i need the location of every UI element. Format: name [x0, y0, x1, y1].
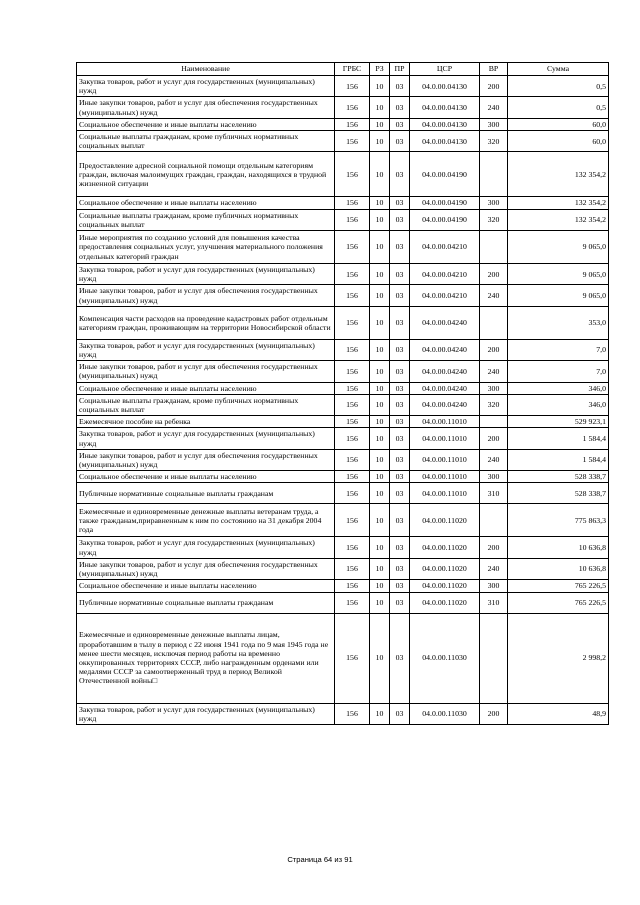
cell-rz: 10	[370, 580, 390, 592]
cell-name: Иные мероприятия по созданию условий для повышения качества предоставления социальных услуг, улучшения материального положения отдельных категорий граждан	[77, 231, 335, 264]
cell-rz: 10	[370, 382, 390, 394]
cell-rz: 10	[370, 483, 390, 504]
cell-name: Закупка товаров, работ и услуг для государственных (муниципальных) нужд	[77, 339, 335, 360]
cell-name: Социальное обеспечение и иные выплаты населению	[77, 197, 335, 209]
cell-csr: 04.0.00.04210	[410, 231, 480, 264]
cell-sum: 10 636,8	[508, 558, 609, 579]
cell-csr: 04.0.00.11020	[410, 592, 480, 613]
cell-sum: 132 354,2	[508, 209, 609, 230]
cell-name: Закупка товаров, работ и услуг для государственных (муниципальных) нужд	[77, 703, 335, 724]
cell-grbs: 156	[335, 471, 370, 483]
cell-vr: 240	[480, 449, 508, 470]
cell-sum: 132 354,2	[508, 152, 609, 197]
cell-pr: 03	[390, 197, 410, 209]
cell-rz: 10	[370, 361, 390, 382]
cell-pr: 03	[390, 209, 410, 230]
cell-rz: 10	[370, 449, 390, 470]
cell-sum: 765 226,5	[508, 580, 609, 592]
cell-sum: 0,5	[508, 76, 609, 97]
cell-rz: 10	[370, 152, 390, 197]
table-row	[77, 339, 609, 360]
table-row	[77, 118, 609, 130]
cell-vr: 240	[480, 361, 508, 382]
cell-name: Публичные нормативные социальные выплаты гражданам	[77, 483, 335, 504]
cell-vr	[480, 231, 508, 264]
header-pr: ПР	[390, 63, 410, 76]
cell-vr: 310	[480, 592, 508, 613]
cell-name: Социальные выплаты гражданам, кроме публичных нормативных социальных выплат	[77, 209, 335, 230]
cell-sum: 528 338,7	[508, 483, 609, 504]
cell-sum: 775 863,3	[508, 504, 609, 537]
cell-sum: 9 065,0	[508, 264, 609, 285]
cell-sum: 9 065,0	[508, 231, 609, 264]
cell-pr: 03	[390, 152, 410, 197]
table-row	[77, 449, 609, 470]
cell-grbs: 156	[335, 416, 370, 428]
cell-pr: 03	[390, 428, 410, 449]
cell-vr: 320	[480, 131, 508, 152]
page-number: Страница 64 из 91	[287, 855, 353, 864]
cell-pr: 03	[390, 558, 410, 579]
cell-grbs: 156	[335, 209, 370, 230]
cell-pr: 03	[390, 483, 410, 504]
cell-name: Иные закупки товаров, работ и услуг для обеспечения государственных (муниципальных) нужд	[77, 558, 335, 579]
cell-csr: 04.0.00.11020	[410, 580, 480, 592]
cell-name: Закупка товаров, работ и услуг для государственных (муниципальных) нужд	[77, 264, 335, 285]
cell-pr: 03	[390, 382, 410, 394]
cell-name: Иные закупки товаров, работ и услуг для обеспечения государственных (муниципальных) нужд	[77, 97, 335, 118]
cell-csr: 04.0.00.11010	[410, 428, 480, 449]
table-row	[77, 504, 609, 537]
cell-csr: 04.0.00.04240	[410, 361, 480, 382]
cell-grbs: 156	[335, 613, 370, 703]
cell-rz: 10	[370, 306, 390, 339]
cell-sum: 60,0	[508, 118, 609, 130]
cell-rz: 10	[370, 231, 390, 264]
cell-pr: 03	[390, 703, 410, 724]
cell-pr: 03	[390, 285, 410, 306]
cell-rz: 10	[370, 197, 390, 209]
cell-csr: 04.0.00.04190	[410, 197, 480, 209]
cell-rz: 10	[370, 558, 390, 579]
cell-rz: 10	[370, 592, 390, 613]
cell-grbs: 156	[335, 394, 370, 415]
table-row	[77, 471, 609, 483]
cell-vr: 300	[480, 197, 508, 209]
table-row	[77, 306, 609, 339]
cell-vr: 310	[480, 483, 508, 504]
table-row	[77, 285, 609, 306]
cell-rz: 10	[370, 97, 390, 118]
cell-vr	[480, 306, 508, 339]
cell-sum: 346,0	[508, 382, 609, 394]
cell-rz: 10	[370, 339, 390, 360]
cell-name: Социальное обеспечение и иные выплаты населению	[77, 118, 335, 130]
cell-grbs: 156	[335, 231, 370, 264]
cell-rz: 10	[370, 264, 390, 285]
cell-rz: 10	[370, 537, 390, 558]
cell-rz: 10	[370, 703, 390, 724]
cell-csr: 04.0.00.11020	[410, 558, 480, 579]
cell-grbs: 156	[335, 118, 370, 130]
cell-vr: 200	[480, 428, 508, 449]
cell-name: Иные закупки товаров, работ и услуг для обеспечения государственных (муниципальных) нужд	[77, 449, 335, 470]
cell-csr: 04.0.00.11020	[410, 537, 480, 558]
cell-sum: 353,0	[508, 306, 609, 339]
cell-grbs: 156	[335, 703, 370, 724]
cell-csr: 04.0.00.11030	[410, 613, 480, 703]
cell-rz: 10	[370, 76, 390, 97]
cell-name: Публичные нормативные социальные выплаты гражданам	[77, 592, 335, 613]
cell-vr: 200	[480, 703, 508, 724]
cell-grbs: 156	[335, 558, 370, 579]
cell-vr: 240	[480, 285, 508, 306]
cell-sum: 10 636,8	[508, 537, 609, 558]
cell-vr	[480, 613, 508, 703]
table-row	[77, 361, 609, 382]
cell-vr: 300	[480, 118, 508, 130]
table-header-row	[77, 63, 609, 76]
cell-grbs: 156	[335, 449, 370, 470]
table-row	[77, 537, 609, 558]
cell-grbs: 156	[335, 580, 370, 592]
cell-grbs: 156	[335, 504, 370, 537]
cell-vr: 300	[480, 471, 508, 483]
table-row	[77, 131, 609, 152]
cell-csr: 04.0.00.11010	[410, 471, 480, 483]
cell-csr: 04.0.00.04210	[410, 264, 480, 285]
table-row	[77, 580, 609, 592]
cell-grbs: 156	[335, 285, 370, 306]
cell-pr: 03	[390, 449, 410, 470]
cell-csr: 04.0.00.11010	[410, 483, 480, 504]
table-row	[77, 382, 609, 394]
cell-csr: 04.0.00.04130	[410, 97, 480, 118]
cell-csr: 04.0.00.11030	[410, 703, 480, 724]
cell-csr: 04.0.00.04240	[410, 306, 480, 339]
cell-name: Ежемесячные и единовременные денежные выплаты ветеранам труда, а также гражданам,приравненным к ним по состоянию на 31 декабря 2004 года	[77, 504, 335, 537]
cell-name: Компенсация части расходов на проведение кадастровых работ отдельным категориям граждан, проживающим на территории Новосибирской области	[77, 306, 335, 339]
cell-csr: 04.0.00.04210	[410, 285, 480, 306]
cell-sum: 2 998,2	[508, 613, 609, 703]
cell-name: Закупка товаров, работ и услуг для государственных (муниципальных) нужд	[77, 76, 335, 97]
cell-csr: 04.0.00.04130	[410, 118, 480, 130]
cell-name: Иные закупки товаров, работ и услуг для обеспечения государственных (муниципальных) нужд	[77, 361, 335, 382]
table-row	[77, 76, 609, 97]
cell-sum: 7,0	[508, 339, 609, 360]
cell-pr: 03	[390, 97, 410, 118]
cell-sum: 132 354,2	[508, 197, 609, 209]
cell-name: Предоставление адресной социальной помощи отдельным категориям граждан, включая малоимущих граждан, граждан, находящихся в трудной жизненной ситуации	[77, 152, 335, 197]
cell-name: Социальное обеспечение и иные выплаты населению	[77, 471, 335, 483]
cell-grbs: 156	[335, 264, 370, 285]
table-row	[77, 209, 609, 230]
cell-csr: 04.0.00.11010	[410, 416, 480, 428]
cell-rz: 10	[370, 613, 390, 703]
cell-pr: 03	[390, 76, 410, 97]
cell-grbs: 156	[335, 306, 370, 339]
cell-name: Ежемесячное пособие на ребенка	[77, 416, 335, 428]
cell-grbs: 156	[335, 339, 370, 360]
header-grbs: ГРБС	[335, 63, 370, 76]
cell-name: Социальные выплаты гражданам, кроме публичных нормативных социальных выплат	[77, 394, 335, 415]
cell-grbs: 156	[335, 537, 370, 558]
table-row	[77, 703, 609, 724]
cell-sum: 7,0	[508, 361, 609, 382]
table-row	[77, 97, 609, 118]
table-row	[77, 197, 609, 209]
cell-name: Иные закупки товаров, работ и услуг для обеспечения государственных (муниципальных) нужд	[77, 285, 335, 306]
cell-rz: 10	[370, 394, 390, 415]
cell-csr: 04.0.00.04240	[410, 394, 480, 415]
cell-vr: 200	[480, 76, 508, 97]
cell-pr: 03	[390, 361, 410, 382]
cell-pr: 03	[390, 471, 410, 483]
table-row	[77, 558, 609, 579]
table-row	[77, 613, 609, 703]
cell-rz: 10	[370, 416, 390, 428]
cell-pr: 03	[390, 264, 410, 285]
cell-name: Закупка товаров, работ и услуг для государственных (муниципальных) нужд	[77, 537, 335, 558]
cell-vr	[480, 504, 508, 537]
cell-pr: 03	[390, 131, 410, 152]
cell-name: Ежемесячные и единовременные денежные выплаты лицам, проработавшим в тылу в период с 22 июня 1941 года по 9 мая 1945 года не менее шести месяцев, исключая период работы на временно оккупированных территориях СССР, либо награжденным орденами или медалями СССР за самоотверженный труд в период Великой Отечественной войны□	[77, 613, 335, 703]
cell-vr: 200	[480, 339, 508, 360]
cell-vr: 320	[480, 209, 508, 230]
cell-vr	[480, 416, 508, 428]
cell-rz: 10	[370, 471, 390, 483]
cell-grbs: 156	[335, 97, 370, 118]
cell-name: Социальные выплаты гражданам, кроме публичных нормативных социальных выплат	[77, 131, 335, 152]
cell-pr: 03	[390, 504, 410, 537]
cell-pr: 03	[390, 306, 410, 339]
cell-csr: 04.0.00.11010	[410, 449, 480, 470]
cell-vr: 300	[480, 580, 508, 592]
table-row	[77, 152, 609, 197]
header-sum: Сумма	[508, 63, 609, 76]
cell-vr: 300	[480, 382, 508, 394]
cell-rz: 10	[370, 118, 390, 130]
table-row	[77, 264, 609, 285]
cell-pr: 03	[390, 537, 410, 558]
cell-sum: 48,9	[508, 703, 609, 724]
cell-pr: 03	[390, 339, 410, 360]
table-row	[77, 416, 609, 428]
cell-vr: 240	[480, 558, 508, 579]
cell-pr: 03	[390, 580, 410, 592]
cell-grbs: 156	[335, 76, 370, 97]
table-row	[77, 231, 609, 264]
header-name: Наименование	[77, 63, 335, 76]
cell-grbs: 156	[335, 592, 370, 613]
table-row	[77, 428, 609, 449]
cell-csr: 04.0.00.04130	[410, 131, 480, 152]
header-vr: ВР	[480, 63, 508, 76]
cell-pr: 03	[390, 592, 410, 613]
cell-grbs: 156	[335, 197, 370, 209]
table-body	[77, 76, 609, 725]
cell-grbs: 156	[335, 152, 370, 197]
cell-sum: 529 923,1	[508, 416, 609, 428]
cell-vr: 200	[480, 537, 508, 558]
cell-name: Социальное обеспечение и иные выплаты населению	[77, 382, 335, 394]
cell-sum: 0,5	[508, 97, 609, 118]
cell-csr: 04.0.00.04190	[410, 209, 480, 230]
cell-grbs: 156	[335, 483, 370, 504]
cell-rz: 10	[370, 131, 390, 152]
cell-pr: 03	[390, 118, 410, 130]
cell-pr: 03	[390, 416, 410, 428]
cell-name: Закупка товаров, работ и услуг для государственных (муниципальных) нужд	[77, 428, 335, 449]
cell-csr: 04.0.00.04240	[410, 339, 480, 360]
cell-sum: 9 065,0	[508, 285, 609, 306]
cell-pr: 03	[390, 231, 410, 264]
cell-sum: 528 338,7	[508, 471, 609, 483]
cell-grbs: 156	[335, 131, 370, 152]
cell-rz: 10	[370, 209, 390, 230]
cell-vr: 320	[480, 394, 508, 415]
cell-pr: 03	[390, 613, 410, 703]
cell-rz: 10	[370, 428, 390, 449]
table-row	[77, 483, 609, 504]
header-rz: РЗ	[370, 63, 390, 76]
table-row	[77, 592, 609, 613]
cell-grbs: 156	[335, 382, 370, 394]
cell-csr: 04.0.00.04240	[410, 382, 480, 394]
cell-grbs: 156	[335, 361, 370, 382]
cell-rz: 10	[370, 504, 390, 537]
cell-sum: 346,0	[508, 394, 609, 415]
table-row	[77, 394, 609, 415]
budget-table	[76, 62, 609, 725]
cell-csr: 04.0.00.11020	[410, 504, 480, 537]
cell-vr	[480, 152, 508, 197]
cell-csr: 04.0.00.04190	[410, 152, 480, 197]
cell-rz: 10	[370, 285, 390, 306]
cell-sum: 60,0	[508, 131, 609, 152]
cell-vr: 240	[480, 97, 508, 118]
cell-name: Социальное обеспечение и иные выплаты населению	[77, 580, 335, 592]
cell-pr: 03	[390, 394, 410, 415]
header-csr: ЦСР	[410, 63, 480, 76]
cell-sum: 1 584,4	[508, 449, 609, 470]
cell-vr: 200	[480, 264, 508, 285]
cell-sum: 765 226,5	[508, 592, 609, 613]
cell-csr: 04.0.00.04130	[410, 76, 480, 97]
cell-grbs: 156	[335, 428, 370, 449]
cell-sum: 1 584,4	[508, 428, 609, 449]
